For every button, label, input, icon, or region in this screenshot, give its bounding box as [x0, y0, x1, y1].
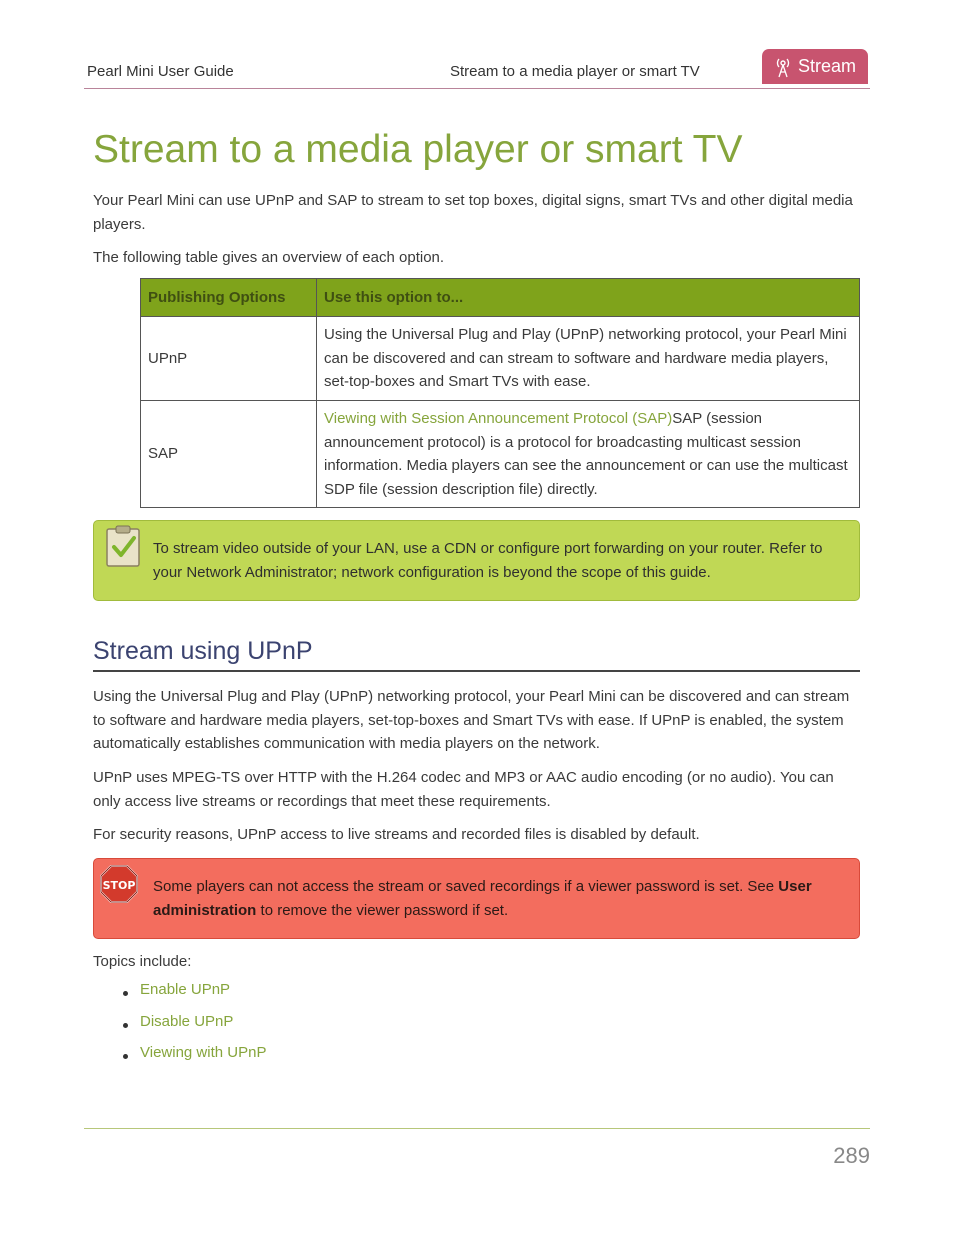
- tip-text: To stream video outside of your LAN, use a CDN or configure port forwarding on your router. Refer to your Network Administrator; network configuration is beyond the scope of this guide.: [153, 540, 823, 581]
- page-footer: [84, 1128, 870, 1168]
- option-cell: SAP: [141, 401, 317, 508]
- section-paragraph: UPnP uses MPEG-TS over HTTP with the H.264 codec and MP3 or AAC audio encoding (or no audio). You can only access live streams or recordings that meet these requirements.: [93, 769, 834, 810]
- svg-text:STOP: STOP: [102, 879, 136, 892]
- table-row: [141, 317, 860, 401]
- stop-sign-icon: [99, 864, 139, 904]
- stream-badge: [762, 49, 868, 84]
- clipboard-check-icon: [105, 524, 141, 568]
- topic-title: Stream to a media player or smart TV: [450, 63, 700, 80]
- page-header: [84, 48, 870, 89]
- column-header: Use this option to...: [317, 279, 860, 317]
- sap-link[interactable]: Viewing with Session Announcement Protocol (SAP): [324, 410, 673, 427]
- page-number: 289: [833, 1143, 870, 1168]
- sap-description: SAP (session announcement protocol) is a protocol for broadcasting multicast session information. Media players can see the announcement or can use the multicast SDP file (session description file) directly.: [324, 410, 848, 498]
- list-item: [120, 1044, 266, 1076]
- list-item: [120, 1013, 266, 1045]
- disable-upnp-link[interactable]: Disable UPnP: [140, 1012, 234, 1030]
- broadcast-icon: [774, 56, 792, 78]
- topics-label: Topics include:: [93, 953, 192, 970]
- user-administration-ref: User administration: [153, 878, 812, 919]
- description-cell: Using the Universal Plug and Play (UPnP) networking protocol, your Pearl Mini can be discovered and can stream to software and hardware media players, set-top-boxes and Smart TVs with ease.: [317, 317, 860, 401]
- tip-callout: [93, 520, 860, 601]
- option-cell: UPnP: [141, 317, 317, 401]
- badge-label: Stream: [797, 56, 857, 76]
- section-title: Stream using UPnP: [93, 637, 860, 672]
- section-paragraph: For security reasons, UPnP access to live streams and recorded files is disabled by default.: [93, 826, 700, 843]
- column-header: Publishing Options: [141, 279, 317, 317]
- list-item: [120, 981, 266, 1013]
- enable-upnp-link[interactable]: Enable UPnP: [140, 981, 231, 998]
- table-row: [141, 401, 860, 508]
- guide-title: Pearl Mini User Guide: [87, 63, 234, 80]
- description-cell: [317, 401, 860, 508]
- section-paragraph: Using the Universal Plug and Play (UPnP) networking protocol, your Pearl Mini can be discovered and can stream to software and hardware media players, set-top-boxes and Smart TVs with ease. If UPnP is enabled, the system automatically establishes communication with media players on the network.: [93, 688, 850, 752]
- warning-callout: [93, 858, 860, 939]
- viewing-with-upnp-link[interactable]: Viewing with UPnP: [140, 1044, 267, 1061]
- warning-text: Some players can not access the stream or saved recordings if a viewer password is set. See User administration to remove the viewer password if set.: [153, 878, 812, 919]
- intro-paragraph: The following table gives an overview of each option.: [93, 249, 445, 266]
- topics-list: [120, 981, 266, 1076]
- table-header-row: [141, 279, 860, 317]
- page-title: Stream to a media player or smart TV: [93, 128, 743, 171]
- publishing-options-table: [140, 278, 860, 508]
- intro-paragraph: Your Pearl Mini can use UPnP and SAP to stream to set top boxes, digital signs, smart TVs and other digital media players.: [93, 192, 853, 233]
